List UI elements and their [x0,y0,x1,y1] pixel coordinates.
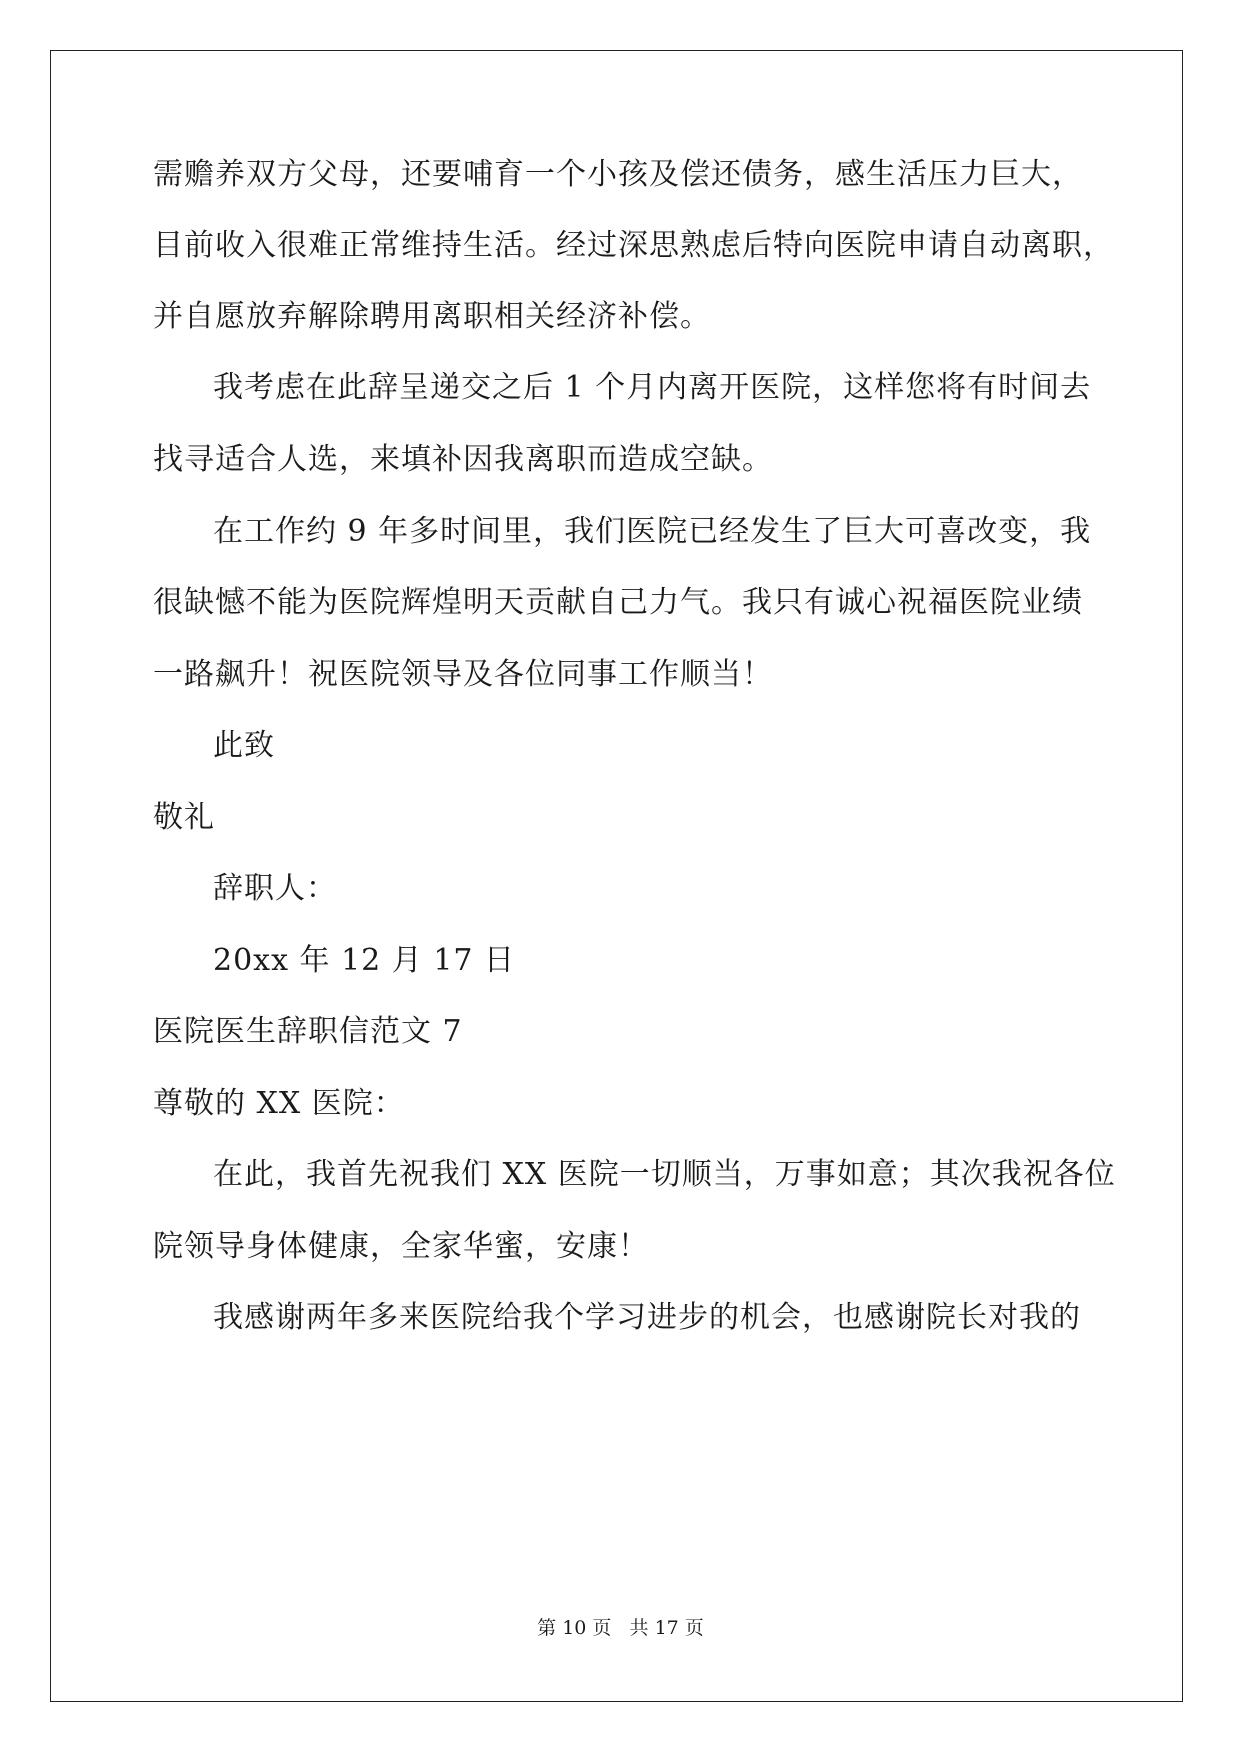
letter-date: 20xx 年 12 月 17 日 [213,943,516,978]
body-line-10: 院领导身体健康，全家华蜜，安康！ [153,1229,649,1264]
closing-salutation: 此致 [213,728,275,763]
section-title: 医院医生辞职信范文 7 [153,1014,463,1049]
body-line-8: 一路飙升！祝医院领导及各位同事工作顺当！ [153,657,773,692]
body-line-11: 我感谢两年多来医院给我个学习进步的机会，也感谢院长对我的 [213,1300,1081,1335]
signature-label: 辞职人： [213,871,337,906]
letter-greeting: 尊敬的 XX 医院： [153,1086,405,1121]
body-line-4: 我考虑在此辞呈递交之后 1 个月内离开医院，这样您将有时间去 [213,370,1092,405]
body-line-3: 并自愿放弃解除聘用离职相关经济补偿。 [153,299,711,334]
page-number-footer: 第 10 页 共 17 页 [537,1617,704,1639]
body-line-7: 很缺憾不能为医院辉煌明天贡献自己力气。我只有诚心祝福医院业绩 [153,585,1083,620]
body-line-5: 找寻适合人选，来填补因我离职而造成空缺。 [153,442,773,477]
body-line-9: 在此，我首先祝我们 XX 医院一切顺当，万事如意；其次我祝各位 [213,1157,1116,1192]
closing-regards: 敬礼 [153,800,215,835]
body-line-1: 需赡养双方父母，还要哺育一个小孩及偿还债务，感生活压力巨大， [153,157,1083,192]
body-line-6: 在工作约 9 年多时间里，我们医院已经发生了巨大可喜改变，我 [213,514,1092,549]
body-line-2: 目前收入很难正常维持生活。经过深思熟虑后特向医院申请自动离职， [153,228,1114,263]
